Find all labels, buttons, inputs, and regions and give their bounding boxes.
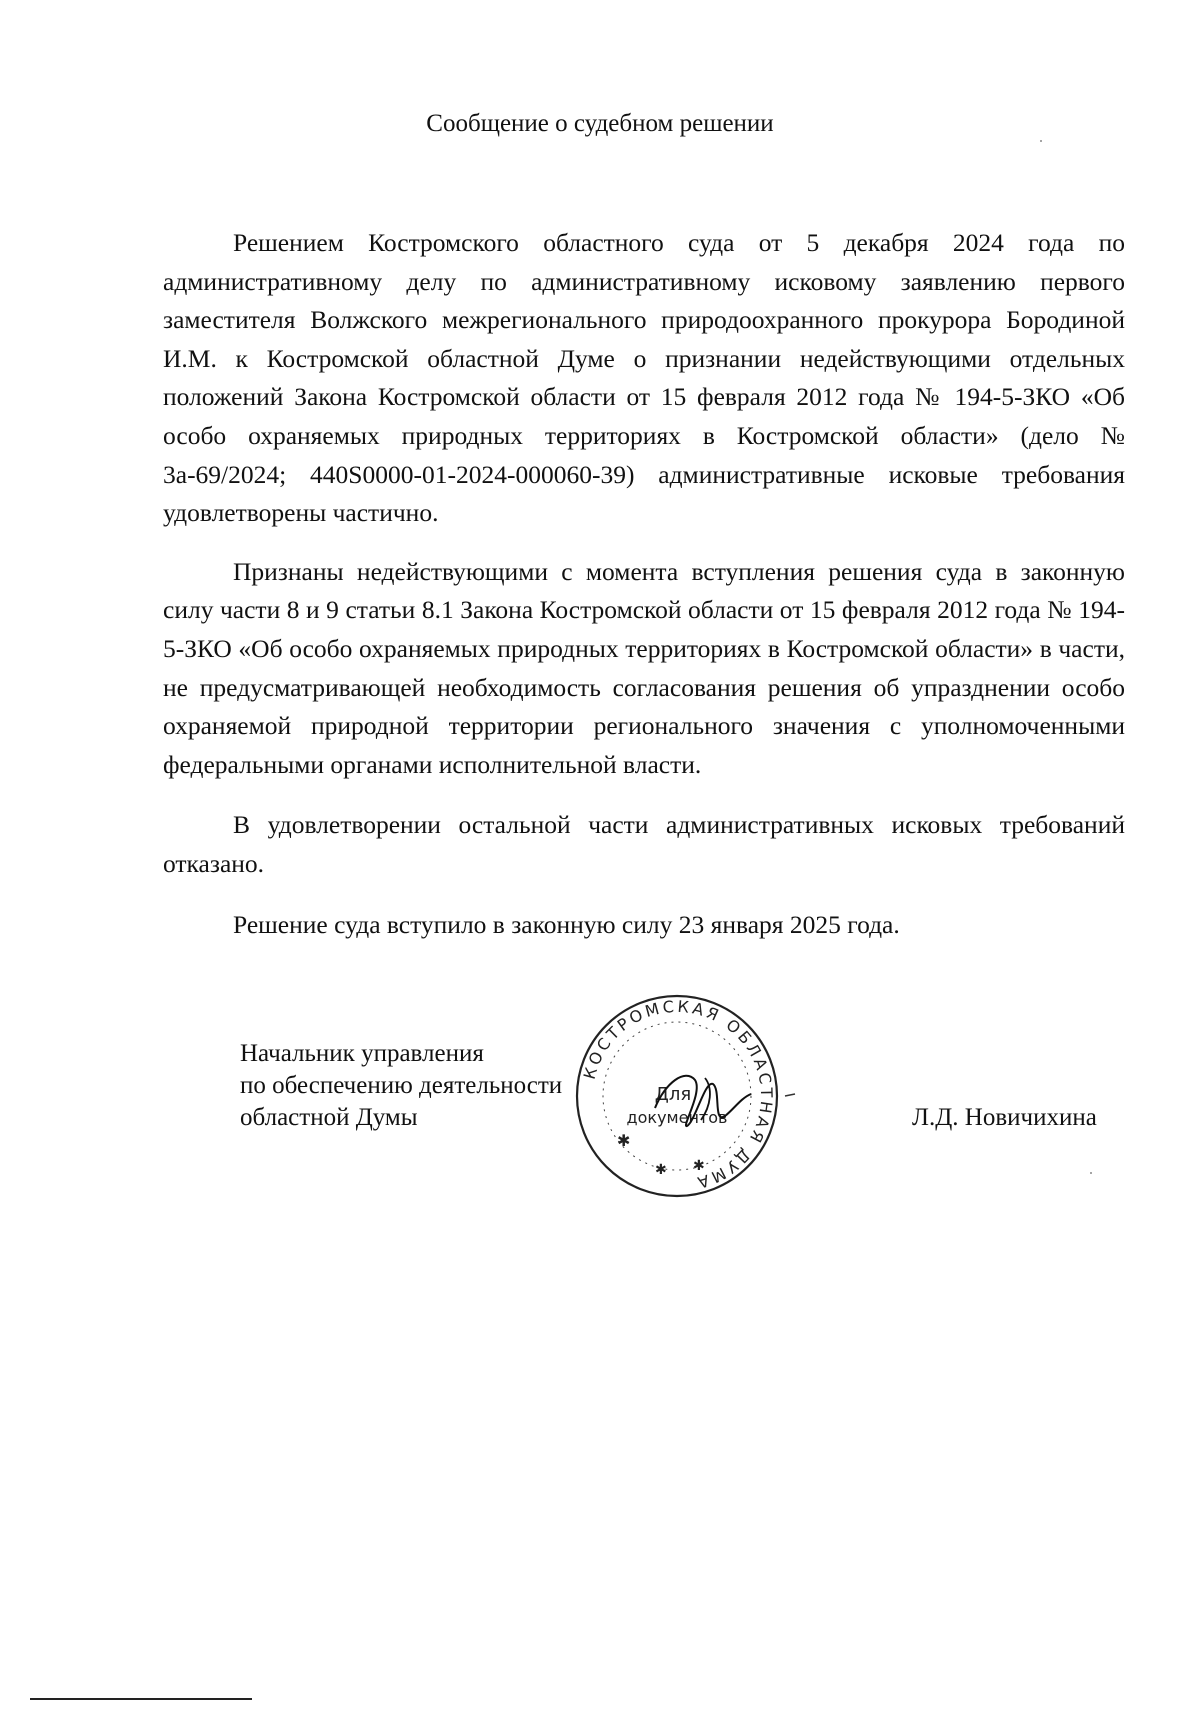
- star-icon: ✱: [617, 1133, 631, 1150]
- position-line: по обеспечению деятельности: [240, 1072, 563, 1099]
- document-body: [163, 224, 1125, 944]
- footnote-divider: [30, 1698, 252, 1700]
- paragraph-invalidated: Признаны недействующими с момента вступления решения суда в законную силу части 8 и 9 статьи 8.1 Закона Костромской области от 15 февраля 2012 года № 194-5-ЗКО «Об особо охраняемых природных территориях в Костромской области» в части, не предусматривающей необходимость согласования решения об упразднении особо охраняемой природной территории регионального значения с уполномоченными федеральными органами исполнительной власти.: [163, 556, 1125, 779]
- star-icon: ✱: [693, 1159, 705, 1174]
- scan-speck: [1090, 1172, 1092, 1174]
- signatory-position: [240, 1038, 562, 1134]
- paragraph-effective-date: Решение суда вступило в законную силу 23 января 2025 года.: [233, 909, 900, 939]
- stamp-ring-text: КОСТРОМСКАЯ ОБЛАСТНАЯ ДУМА: [579, 996, 777, 1193]
- star-icon: ✱: [655, 1163, 667, 1178]
- stamp-center-text-2: документов: [626, 1108, 728, 1127]
- stamp-center-text-1: Для: [654, 1084, 692, 1105]
- position-line: Начальник управления: [240, 1040, 484, 1067]
- position-line: областной Думы: [240, 1104, 418, 1131]
- signature-dash: [785, 1094, 795, 1096]
- scan-speck: [1040, 140, 1042, 142]
- paragraph-refused: В удовлетворении остальной части административных исковых требований отказано.: [163, 810, 1125, 878]
- official-stamp: [555, 988, 800, 1203]
- signatory-name: Л.Д. Новичихина: [912, 1104, 1097, 1131]
- paragraph-decision: Решением Костромского областного суда от 5 декабря 2024 года по административному делу по административному исковому заявлению первого заместителя Волжского межрегионального природоохранного прокурора Бородиной И.М. к Костромской областной Думе о признании недействующими отдельных положений Закона Костромской области от 15 февраля 2012 года № 194-5-ЗКО «Об особо охраняемых природных территориях в Костромской области» (дело № 3а-69/2024; 440S0000-01-2024-000060-39) административные исковые требования удовлетворены частично.: [163, 228, 1125, 528]
- document-title: Сообщение о судебном решении: [426, 110, 774, 137]
